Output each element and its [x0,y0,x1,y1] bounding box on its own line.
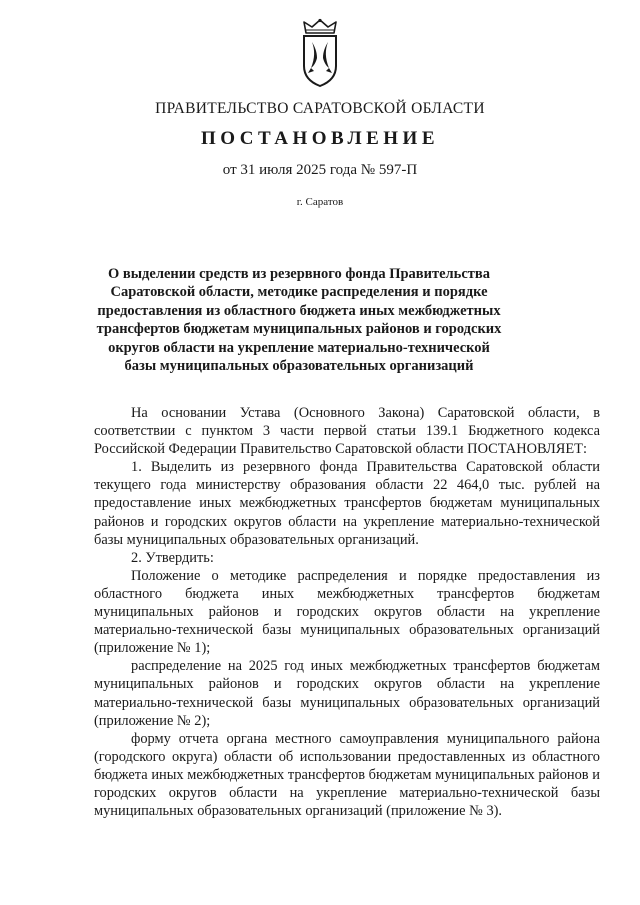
document-subject-title: О выделении средств из резервного фонда Правительства Саратовской области, методике распределения и порядке предоставления из областного бюджета иных межбюджетных трансфертов бюджетам муниципальных районов и городских округов области на укрепление материально-технической базы муниципальных образовательных организаций [96,266,502,375]
body-paragraph-item-2: 2. Утвердить: [131,549,214,566]
body-paragraph-appendix-3: форму отчета органа местного самоуправления муниципального района (городского округа) области об использовании предоставленных из областного бюджета иных межбюджетных трансфертов бюджетам муниципальных районов и городских округов области на укрепление материально-технической базы муниципальных образовательных организаций (приложение № 3). [94,730,600,820]
government-name: ПРАВИТЕЛЬСТВО САРАТОВСКОЙ ОБЛАСТИ [155,100,485,117]
document-city: г. Саратов [296,196,344,208]
document-type-title: ПОСТАНОВЛЕНИЕ [200,128,440,149]
body-paragraph-basis: На основании Устава (Основного Закона) Саратовской области, в соответствии с пунктом 3 части первой статьи 139.1 Бюджетного кодекса Российской Федерации Правительство Саратовской области ПОСТАНОВЛЯЕТ: [94,405,600,458]
body-paragraph-appendix-2: распределение на 2025 год иных межбюджетных трансфертов бюджетам муниципальных районов и городских округов области на укрепление материально-технической базы муниципальных образовательных организаций (приложение № 2); [94,658,600,729]
body-paragraph-item-1: 1. Выделить из резервного фонда Правительства Саратовской области текущего года министерству образования области 22 464,0 тыс. рублей на предоставление иных межбюджетных трансфертов бюджетам муниципальных районов и городских округов области на укрепление материально-технической базы муниципальных образовательных организаций. [94,459,600,548]
body-paragraph-appendix-1: Положение о методике распределения и порядке предоставления из областного бюджета иных межбюджетных трансфертов бюджетам муниципальных районов и городских округов области на укрепление материально-технической базы муниципальных образовательных организаций (приложение № 1); [94,567,600,657]
saratov-coat-of-arms-icon [296,18,344,88]
document-date-number: от 31 июля 2025 года № 597-П [222,162,418,178]
document-body [94,404,600,820]
